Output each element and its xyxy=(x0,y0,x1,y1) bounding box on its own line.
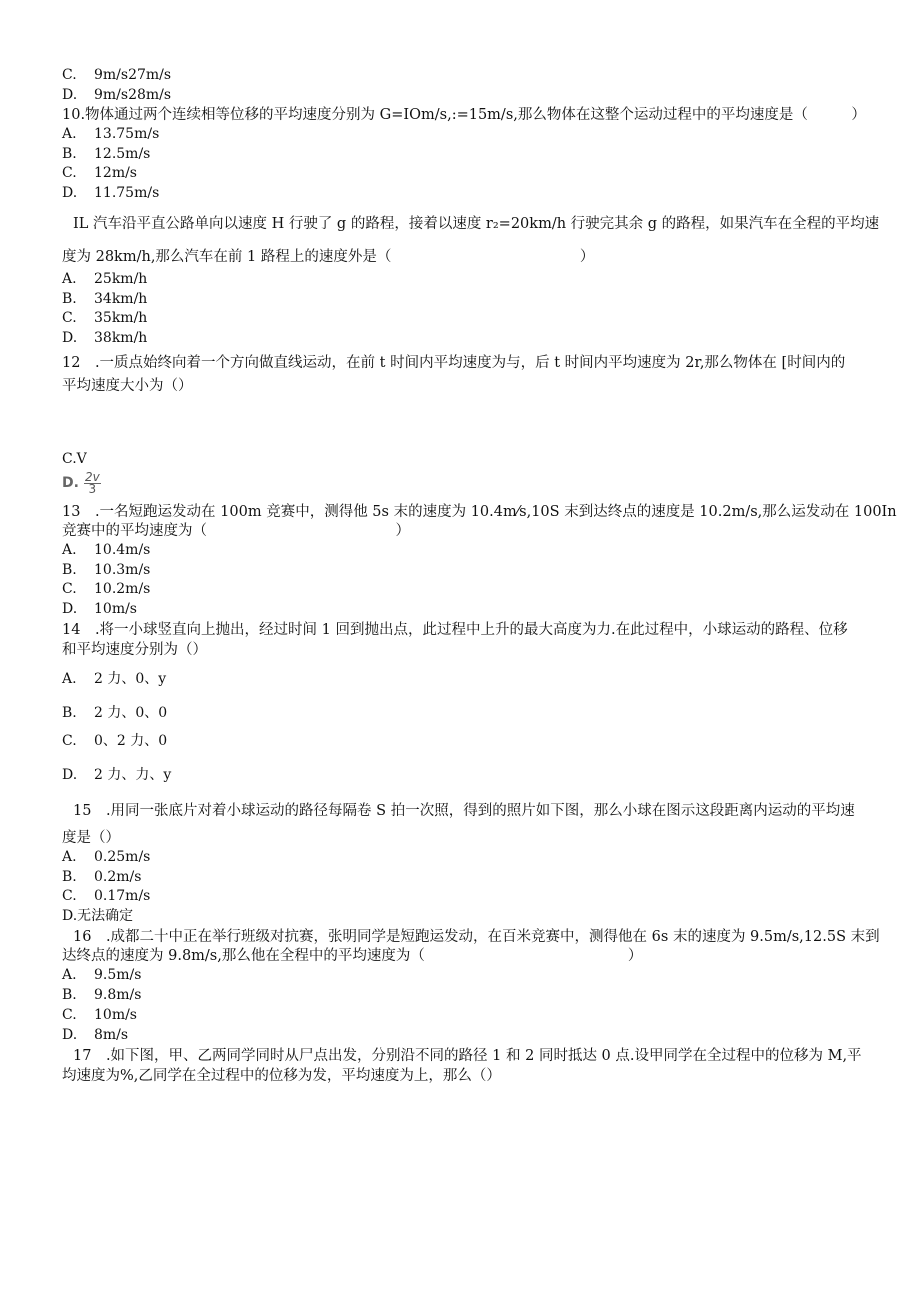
q11-option-d: D. 38km/h xyxy=(62,330,148,346)
q12-stem-line2: 平均速度大小为（） xyxy=(62,378,193,394)
q9-option-d: D. 9m/s28m/s xyxy=(62,87,172,103)
q13-stem-line1: 13 .一名短跑运发动在 100m 竞赛中，测得他 5s 末的速度为 10.4m⁄s,10S 末到达终点的速度是 10.2m/s,那么运发动在 100In xyxy=(62,504,897,520)
q13-option-a: A. 10.4m/s xyxy=(62,542,151,558)
q11-stem-line1: IL 汽车沿平直公路单向以速度 H 行驶了 g 的路程，接着以速度 r₂=20km/h 行驶完其余 g 的路程，如果汽车在全程的平均速 xyxy=(73,216,880,232)
q13-stem-line2: 竞赛中的平均速度为（ ） xyxy=(62,523,410,539)
q15-option-c: C. 0.17m/s xyxy=(62,888,151,904)
q15-stem-line1: 15 .用同一张底片对着小球运动的路径每隔卷 S 拍一次照，得到的照片如下图，那么小球在图示这段距离内运动的平均速 xyxy=(73,803,855,819)
q13-option-d: D. 10m/s xyxy=(62,601,137,617)
q15-option-b: B. 0.2m/s xyxy=(62,869,142,885)
q17-stem-line1: 17 .如下图，甲、乙两同学同时从尸点出发，分别沿不同的路径 1 和 2 同时抵达 0 点.设甲同学在全过程中的位移为 M,平 xyxy=(73,1048,862,1064)
q11-stem-line2: 度为 28km/h,那么汽车在前 1 路程上的速度外是（ ） xyxy=(62,249,595,265)
q15-option-d: D.无法确定 xyxy=(62,908,134,924)
q10-option-c: C. 12m/s xyxy=(62,165,137,181)
q12-stem-line1: 12 .一质点始终向着一个方向做直线运动，在前 t 时间内平均速度为与，后 t 时间内平均速度为 2r,那么物体在 [时间内的 xyxy=(62,355,846,371)
q17-stem-line2: 均速度为%,乙同学在全过程中的位移为发，平均速度为上，那么（） xyxy=(62,1068,501,1084)
q14-stem-line2: 和平均速度分别为（） xyxy=(62,642,207,658)
q9-option-c: C. 9m/s27m/s xyxy=(62,67,172,83)
q10-option-d: D. 11.75m/s xyxy=(62,185,160,201)
q13-option-b: B. 10.3m/s xyxy=(62,562,151,578)
q10-option-b: B. 12.5m/s xyxy=(62,146,151,162)
q14-option-d: D. 2 力、力、y xyxy=(62,767,172,783)
q11-option-c: C. 35km/h xyxy=(62,310,148,326)
q16-stem-line2: 达终点的速度为 9.8m/s,那么他在全程中的平均速度为（ ） xyxy=(62,948,643,964)
q16-option-a: A. 9.5m/s xyxy=(62,967,142,983)
q14-option-b: B. 2 力、0、0 xyxy=(62,705,168,721)
q14-option-a: A. 2 力、0、y xyxy=(62,671,167,687)
q12-option-c: C.V xyxy=(62,451,87,467)
q10-stem: 10.物体通过两个连续相等位移的平均速度分别为 G=IOm/s,:=15m/s,那么物体在这整个运动过程中的平均速度是（ ） xyxy=(62,107,866,123)
q14-option-c: C. 0、2 力、0 xyxy=(62,733,168,749)
q13-option-c: C. 10.2m/s xyxy=(62,581,151,597)
q16-option-d: D. 8m/s xyxy=(62,1027,129,1043)
q15-stem-line2: 度是（） xyxy=(62,830,120,846)
q10-option-a: A. 13.75m/s xyxy=(62,126,160,142)
q12-option-d: D. $\frac{2v}{3}$ xyxy=(62,470,100,496)
q14-stem-line1: 14 .将一小球竖直向上抛出，经过时间 1 回到抛出点，此过程中上升的最大高度为力.在此过程中，小球运动的路程、位移 xyxy=(62,622,848,638)
q11-option-a: A. 25km/h xyxy=(62,271,148,287)
q15-option-a: A. 0.25m/s xyxy=(62,849,151,865)
fraction-2v-over-3: $\frac{2v}{3}$ xyxy=(85,470,100,496)
q16-option-b: B. 9.8m/s xyxy=(62,987,142,1003)
q16-option-c: C. 10m/s xyxy=(62,1007,137,1023)
q11-option-b: B. 34km/h xyxy=(62,291,148,307)
q16-stem-line1: 16 .成都二十中正在举行班级对抗赛，张明同学是短跑运发动，在百米竞赛中，测得他在 6s 末的速度为 9.5m/s,12.5S 末到 xyxy=(73,929,880,945)
